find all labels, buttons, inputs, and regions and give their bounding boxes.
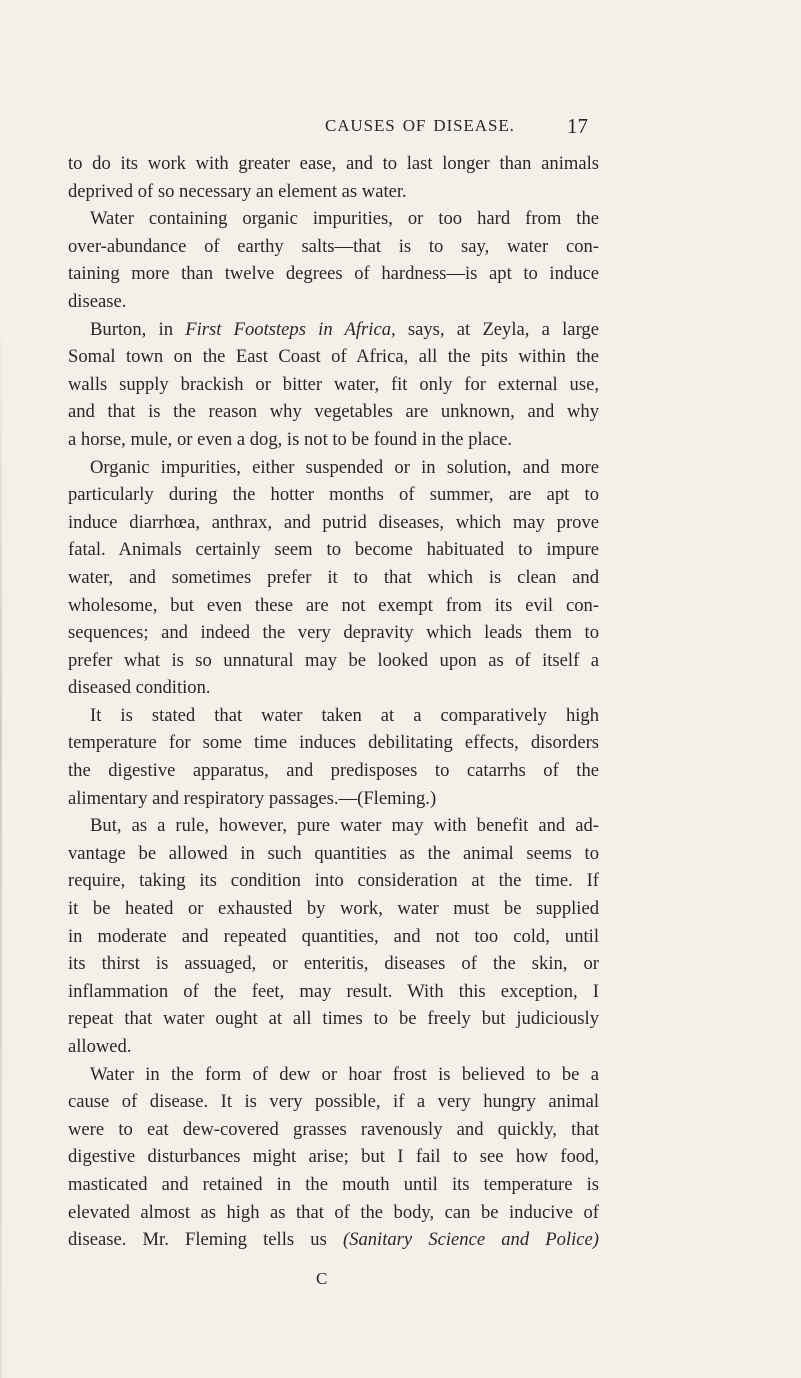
text-line: It is stated that water taken at a comparatively high [90,704,599,726]
running-head [0,116,801,140]
text-line: disease. [68,290,127,312]
page-edge-shadow [0,300,2,1378]
text-line: Water containing organic impurities, or too hard from the [90,208,599,230]
text-run: says, at Zeyla, a large [407,318,599,340]
text-run: disease. Mr. Fleming tells us [68,1229,327,1251]
text-line: deprived of so necessary an element as water. [68,180,407,202]
text-line: sequences; and indeed the very depravity which leads them to [68,622,599,644]
text-line: Somal town on the East Coast of Africa, all the pits within the [68,346,599,368]
text-line: cause of disease. It is very possible, if a very hungry animal [68,1091,599,1113]
text-line: temperature for some time induces debilitating effects, disorders [68,732,599,754]
page-number: 17 [567,114,588,138]
text-line: Organic impurities, either suspended or in solution, and more [90,456,599,478]
text-line: digestive disturbances might arise; but I fail to see how food, [68,1146,599,1168]
signature-mark: C [316,1269,328,1288]
running-title: CAUSES OF DISEASE. [325,116,515,135]
text-line: water, and sometimes prefer it to that which is clean and [68,566,599,588]
text-run: Burton, in [90,318,173,340]
text-line: Water in the form of dew or hoar frost is believed to be a [90,1063,599,1085]
text-line [68,1226,599,1254]
text-line: particularly during the hotter months of summer, are apt to [68,484,599,506]
text-line: the digestive apparatus, and predisposes to catarrhs of the [68,760,599,782]
text-line: repeat that water ought at all times to be freely but judiciously [68,1008,599,1030]
text-line: and that is the reason why vegetables are unknown, and why [68,401,599,423]
text-line: taining more than twelve degrees of hardness—is apt to induce [68,263,599,285]
text-line: wholesome, but even these are not exempt from its evil con- [68,594,599,616]
text-line: masticated and retained in the mouth until its temperature is [68,1173,599,1195]
text-line: fatal. Animals certainly seem to become habituated to impure [68,539,599,561]
text-line: alimentary and respiratory passages.—(Fleming.) [68,787,437,809]
book-title-italic: (Sanitary Science and Police) [342,1229,599,1251]
text-line: walls supply brackish or bitter water, fit only for external use, [68,373,599,395]
text-line: its thirst is assuaged, or enteritis, diseases of the skin, or [68,953,599,975]
text-line: require, taking its condition into consideration at the time. If [68,870,599,892]
body-text [68,150,599,1254]
text-line [68,316,599,344]
text-line: vantage be allowed in such quantities as the animal seems to [68,842,599,864]
text-line: induce diarrhœa, anthrax, and putrid diseases, which may prove [68,511,599,533]
book-title-italic: First Footsteps in Africa, [185,318,396,340]
text-line: elevated almost as high as that of the body, can be inducive of [68,1201,599,1223]
text-line: to do its work with greater ease, and to last longer than animals [68,153,599,174]
text-line: in moderate and repeated quantities, and not too cold, until [68,925,599,947]
text-line: inflammation of the feet, may result. With this exception, I [68,980,599,1002]
text-line: over-abundance of earthy salts—that is to say, water con- [68,235,599,257]
text-line: a horse, mule, or even a dog, is not to be found in the place. [68,428,513,450]
text-line: But, as a rule, however, pure water may with benefit and ad- [90,815,599,837]
text-line: were to eat dew-covered grasses ravenously and quickly, that [68,1118,599,1140]
text-line: diseased condition. [68,677,211,699]
text-line: it be heated or exhausted by work, water must be supplied [68,898,599,920]
text-line: allowed. [68,1036,132,1057]
text-line: prefer what is so unnatural may be looked upon as of itself a [68,649,599,671]
